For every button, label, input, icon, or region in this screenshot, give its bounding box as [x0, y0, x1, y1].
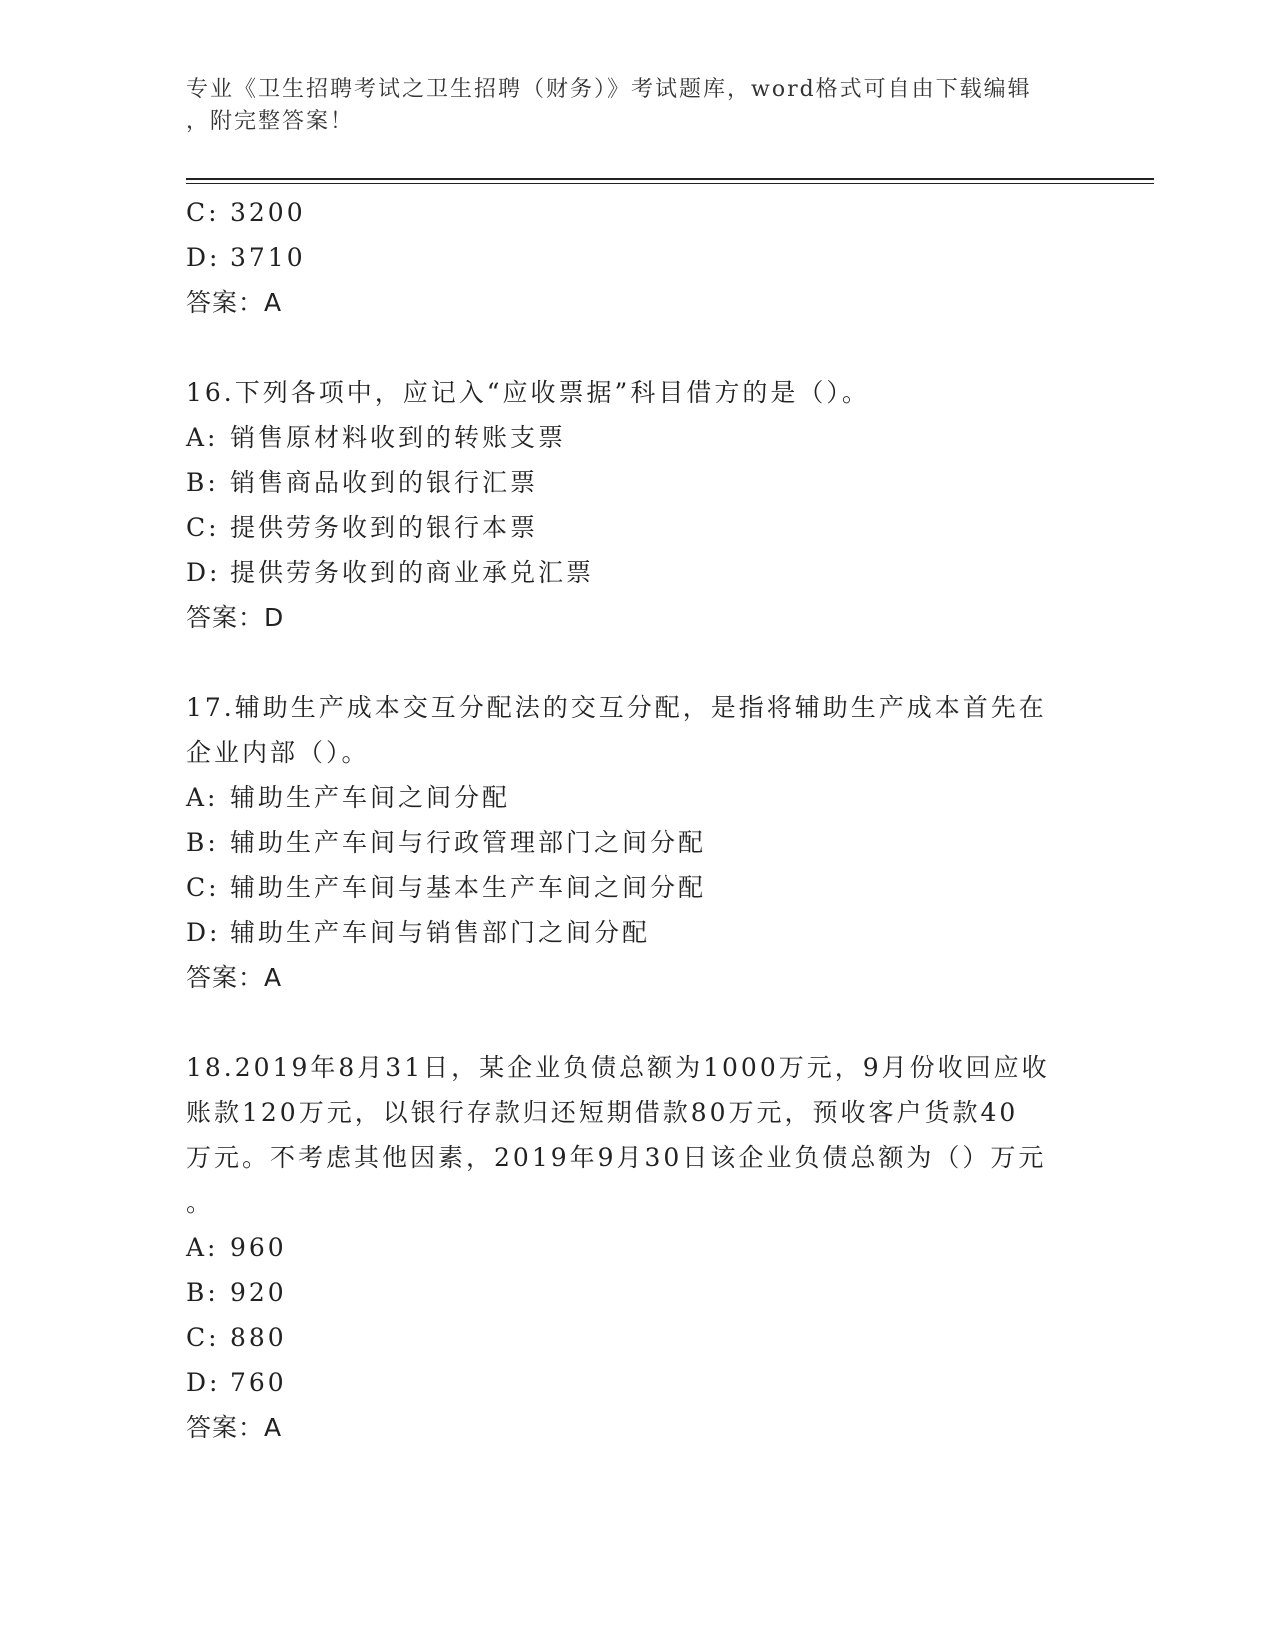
- option-text: 880: [230, 1323, 287, 1352]
- spacer: [186, 1000, 1086, 1045]
- option-item: [186, 1225, 1086, 1270]
- option-item: [186, 1270, 1086, 1315]
- header-line-1: 专业《卫生招聘考试之卫生招聘（财务）》考试题库，word格式可自由下载编辑: [186, 77, 1032, 102]
- option-letter: C:: [186, 1323, 220, 1352]
- option-text: 3710: [230, 243, 306, 272]
- option-text: 销售原材料收到的转账支票: [230, 423, 567, 452]
- option-letter: B:: [186, 1278, 219, 1307]
- question-16: [186, 370, 1086, 640]
- answer-line: 答案：A: [186, 288, 283, 317]
- question-stem: 企业内部（）。: [186, 738, 370, 767]
- option-item: [186, 910, 1086, 955]
- option-text: 760: [230, 1368, 287, 1397]
- option-text: 辅助生产车间与基本生产车间之间分配: [230, 873, 707, 902]
- option-item: [186, 1360, 1086, 1405]
- option-item: [186, 190, 1086, 235]
- option-letter: D:: [186, 918, 221, 947]
- option-item: [186, 460, 1086, 505]
- option-item: [186, 550, 1086, 595]
- question-content: [186, 190, 1086, 1450]
- answer-line: 答案：A: [186, 1413, 283, 1442]
- option-letter: D:: [186, 1368, 221, 1397]
- option-item: [186, 865, 1086, 910]
- question-17: [186, 685, 1086, 1000]
- question-stem: 。: [186, 1188, 215, 1217]
- option-letter: A:: [186, 423, 219, 452]
- option-letter: C:: [186, 873, 220, 902]
- document-header: [186, 74, 1066, 138]
- option-text: 920: [230, 1278, 287, 1307]
- option-letter: D:: [186, 558, 221, 587]
- header-rule-thin: [186, 183, 1154, 184]
- option-text: 辅助生产车间与销售部门之间分配: [230, 918, 651, 947]
- header-rule-thick: [186, 178, 1154, 180]
- option-text: 提供劳务收到的商业承兑汇票: [230, 558, 595, 587]
- spacer: [186, 640, 1086, 685]
- question-stem: 18.2019年8月31日，某企业负债总额为1000万元，9月份收回应收: [186, 1053, 1050, 1082]
- answer-line: 答案：A: [186, 963, 283, 992]
- spacer: [186, 325, 1086, 370]
- option-text: 辅助生产车间之间分配: [230, 783, 511, 812]
- question-stem: 16.下列各项中，应记入“应收票据”科目借方的是（）。: [186, 378, 870, 407]
- option-item: [186, 415, 1086, 460]
- option-text: 3200: [230, 198, 306, 227]
- question-stem: 账款120万元，以银行存款归还短期借款80万元，预收客户货款40: [186, 1098, 1019, 1127]
- option-letter: C:: [186, 513, 220, 542]
- option-letter: A:: [186, 783, 219, 812]
- header-line-2: ，附完整答案！: [186, 109, 355, 134]
- option-item: [186, 235, 1086, 280]
- option-letter: D:: [186, 243, 221, 272]
- question-18: [186, 1045, 1086, 1450]
- question-stem: 万元。不考虑其他因素，2019年9月30日该企业负债总额为（）万元: [186, 1143, 1047, 1172]
- option-item: [186, 775, 1086, 820]
- option-letter: B:: [186, 468, 219, 497]
- option-item: [186, 505, 1086, 550]
- option-letter: C:: [186, 198, 220, 227]
- option-text: 提供劳务收到的银行本票: [230, 513, 539, 542]
- carryover-block: [186, 190, 1086, 325]
- question-stem: 17.辅助生产成本交互分配法的交互分配，是指将辅助生产成本首先在: [186, 693, 1047, 722]
- answer-line: 答案：D: [186, 603, 285, 632]
- option-text: 辅助生产车间与行政管理部门之间分配: [230, 828, 707, 857]
- option-text: 销售商品收到的银行汇票: [230, 468, 539, 497]
- option-letter: B:: [186, 828, 219, 857]
- option-item: [186, 820, 1086, 865]
- option-letter: A:: [186, 1233, 219, 1262]
- option-text: 960: [230, 1233, 287, 1262]
- option-item: [186, 1315, 1086, 1360]
